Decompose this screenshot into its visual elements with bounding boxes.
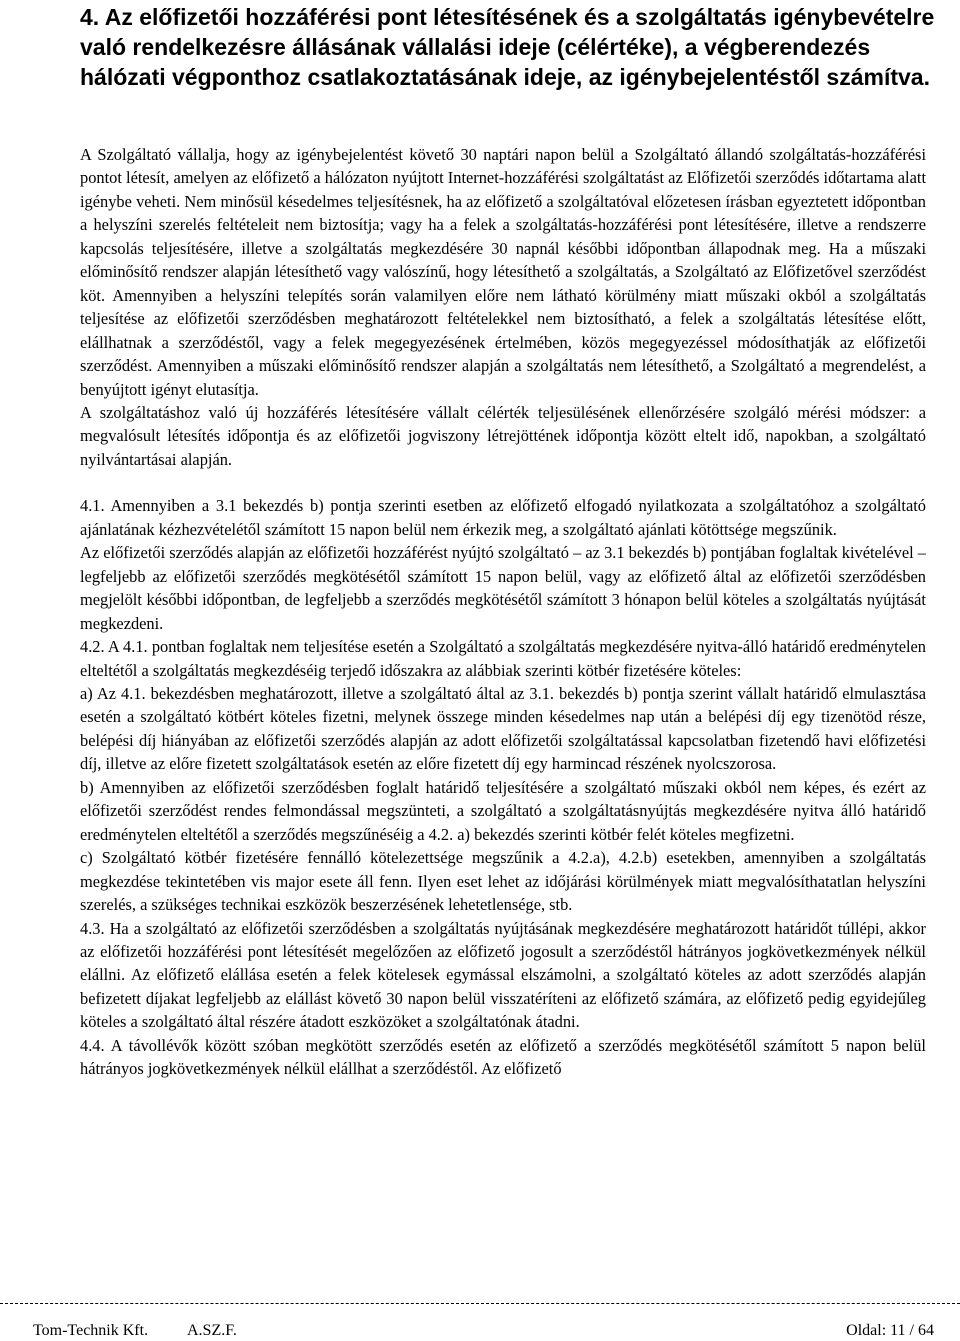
paragraph: 4.4. A távollévők között szóban megkötött szerződés esetén az előfizető a szerződés megkötésétől számított 5 napon belül hátrányos jogkövetkezmények nélkül elállhat a szerződéstől. Az előfizető xyxy=(80,1035,926,1079)
paragraph: c) Szolgáltató kötbér fizetésére fennálló kötelezettsége megszűnik a 4.2.a), 4.2.b) esetekben, amennyiben a szolgáltatás megkezdése tekintetében vis major esete áll fenn. Ilyen eset lehet az időjárási körülmények miatt megvalósíthatatlan helyszíni szerelés, a szükséges technikai eszközök beszerzésének lehetetlensége, stb. xyxy=(80,848,926,915)
paragraph: A Szolgáltató vállalja, hogy az igénybejelentést követő 30 naptári napon belül a Szolgáltató állandó szolgáltatás-hozzáférési pontot létesít, amelyen az előfizető a hálózaton nyújtott Internet-hozzáférési szolgáltatást az Előfizetői szerződés időtartama alatt igénybe veheti. Nem minősül késedelmes teljesítésnek, ha az előfizető a szolgáltatóval előzetesen írásban egyeztetett időpontban a helyszíni szerelés feltételeit nem biztosítja; vagy ha a felek a szolgáltatás-hozzáférési pont létesítésére, illetve a rendszerre kapcsolás teljesítésére, illetve a szolgáltatás megkezdésére 30 napnál későbbi időpontban állapodnak meg. Ha a műszaki előminősítő rendszer alapján létesíthető vagy valószínű, hogy létesíthető a szolgáltatás, a Szolgáltató az Előfizetővel szerződést köt. Amennyiben a helyszíni telepítés során valamilyen előre nem látható körülmény miatt műszaki okból a szolgáltatás teljesítése az előfizetői szerződésben meghatározott feltételekkel nem biztosítható, a felek a szolgáltatás létesítése előtt, elállhatnak a szerződéstől, vagy a felek megegyezésének értelmében, közös megegyezéssel módosíthatják az előfizetői szerződést. Amennyiben a műszaki előminősítő rendszer alapján a szolgáltatás nem létesíthető, a Szolgáltató a megrendelést, a benyújtott igényt elutasítja. xyxy=(80,145,926,399)
section-heading: 4. Az előfizetői hozzáférési pont létesítésének és a szolgáltatás igénybevételre való rendelkezésre állásának vállalási ideje (célértéke), a végberendezés hálózati végponthoz csatlakoztatásának ideje, az igénybejelentéstől számítva. xyxy=(80,4,935,90)
footer-document: A.SZ.F. xyxy=(187,1322,237,1339)
paragraph: 4.3. Ha a szolgáltató az előfizetői szerződésben a szolgáltatás nyújtásának megkezdésére meghatározott határidőt túllépi, akkor az előfizetői hozzáférési pont létesítését megelőzően az előfizető jogosult a szerződéstől hátrányos jogkövetkezmények nélkül elállni. Az előfizető elállása esetén a felek kötelesek egymással elszámolni, a szolgáltató köteles az adott szerződés alapján befizetett díjakat legfeljebb az elállást követő 30 napon belül visszatéríteni az előfizető számára, az előfizető pedig egyidejűleg köteles a szolgáltató által részére átadott eszközöket a szolgáltatónak átadni. xyxy=(80,918,926,1032)
paragraph: 4.2. A 4.1. pontban foglaltak nem teljesítése esetén a Szolgáltató a szolgáltatás megkezdésére nyitva-álló határidő eredménytelen elteltétől a szolgáltatás megkezdéséig terjedő időszakra az alábbiak szerinti kötbér fizetésére köteles: xyxy=(80,637,926,680)
paragraph: a) Az 4.1. bekezdésben meghatározott, illetve a szolgáltató által az 3.1. bekezdés b) pontja szerint vállalt határidő elmulasztása esetén a szolgáltató kötbért köteles fizetni, melynek összege minden késedelmes nap után a belépési díj egy tizenötöd része, belépési díj hiányában az előfizetői szerződés alapján az adott előfizetői szolgáltatással kapcsolatban fizetendő havi előfizetési díj, illetve az előre fizetett szolgáltatások esetén az előre fizetett díj egy harmincad részének nyolcszorosa. xyxy=(80,683,926,774)
paragraph: A szolgáltatáshoz való új hozzáférés létesítésére vállalt célérték teljesülésének ellenőrzésére szolgáló mérési módszer: a megvalósult létesítés időpontja és az előfizetői jogviszony létrejöttének időpontja között eltelt idő, napokban, a szolgáltató nyilvántartásai alapján. xyxy=(80,402,926,469)
paragraph: b) Amennyiben az előfizetői szerződésben foglalt határidő teljesítésére a szolgáltató műszaki okból nem képes, és ezért az előfizetői szerződést rendes felmondással megszünteti, a szolgáltató a szolgáltatásnyújtás megkezdésére nyitva álló határidő eredménytelen elteltétől a szerződés megszűnéséig a 4.2. a) bekezdés szerinti kötbér felét köteles megfizetni. xyxy=(80,777,926,844)
footer-page-number: Oldal: 11 / 64 xyxy=(846,1322,934,1339)
paragraph: 4.1. Amennyiben a 3.1 bekezdés b) pontja szerinti esetben az előfizető elfogadó nyilatkozata a szolgáltatóhoz a szolgáltató ajánlatának kézhezvételétől számított 15 napon belül nem érkezik meg, a szolgáltató ajánlati kötöttsége megszűnik. xyxy=(80,496,926,539)
document-body xyxy=(80,143,926,1081)
footer-company: Tom-Technik Kft. xyxy=(33,1322,149,1339)
paragraph: Az előfizetői szerződés alapján az előfizetői hozzáférést nyújtó szolgáltató – az 3.1 bekezdés b) pontjában foglaltak kivételével – legfeljebb az előfizetői szerződés megkötésétől számított 15 napon belül, vagy az előfizető által az előfizetői szerződésben megjelölt későbbi időpontban, de legfeljebb a szerződés megkötésétől számított 3 hónapon belül köteles a szolgáltatás nyújtását megkezdeni. xyxy=(80,543,926,633)
footer-divider xyxy=(0,1303,960,1304)
